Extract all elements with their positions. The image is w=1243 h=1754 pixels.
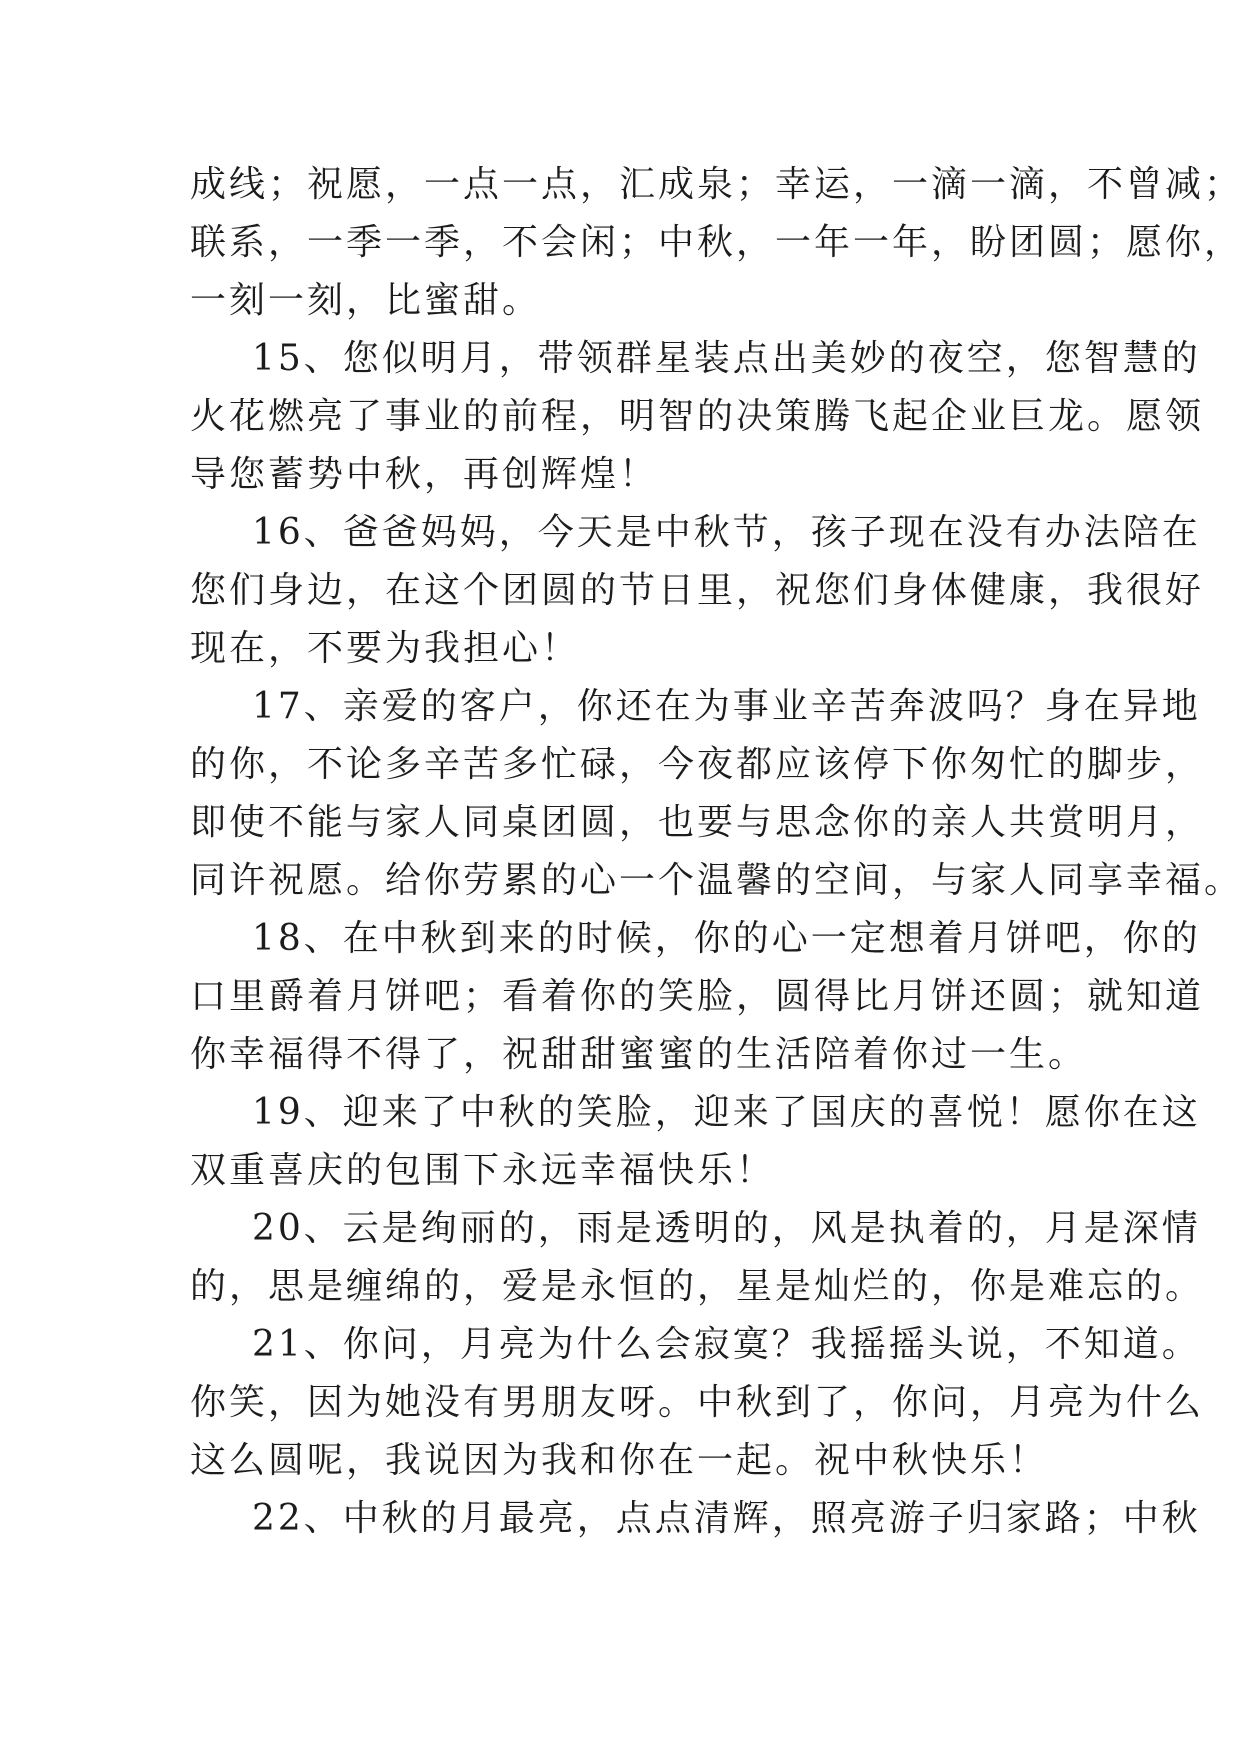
paragraph-17-line-continued: 的你，不论多辛苦多忙碌，今夜都应该停下你匆忙的脚步，	[190, 744, 1205, 785]
paragraph-21-line-start: 21、你问，月亮为什么会寂寞？我摇摇头说，不知道。	[252, 1324, 1201, 1365]
paragraph-21-line-end: 这么圆呢，我说因为我和你在一起。祝中秋快乐！	[190, 1440, 1049, 1481]
paragraph-21-line-continued: 你笑，因为她没有男朋友呀。中秋到了，你问，月亮为什么	[190, 1382, 1205, 1423]
paragraph-17-line-continued: 即使不能与家人同桌团圆，也要与思念你的亲人共赏明月，	[190, 802, 1205, 843]
paragraph-18-line-continued: 口里爵着月饼吧；看着你的笑脸，圆得比月饼还圆；就知道	[190, 976, 1205, 1017]
paragraph-14-line-end: 一刻一刻，比蜜甜。	[190, 280, 542, 321]
paragraph-15-line-end: 导您蓄势中秋，再创辉煌！	[190, 454, 659, 495]
paragraph-18-line-start: 18、在中秋到来的时候，你的心一定想着月饼吧，你的	[252, 918, 1201, 959]
paragraph-20-line-start: 20、云是绚丽的，雨是透明的，风是执着的，月是深情	[252, 1208, 1201, 1249]
paragraph-22-line-start: 22、中秋的月最亮，点点清辉，照亮游子归家路；中秋	[252, 1498, 1201, 1539]
paragraph-19-line-end: 双重喜庆的包围下永远幸福快乐！	[190, 1150, 776, 1191]
paragraph-19-line-start: 19、迎来了中秋的笑脸，迎来了国庆的喜悦！愿你在这	[252, 1092, 1201, 1133]
paragraph-16-line-continued: 您们身边，在这个团圆的节日里，祝您们身体健康，我很好	[190, 570, 1205, 611]
paragraph-16-line-end: 现在，不要为我担心！	[190, 628, 581, 669]
paragraph-14-line-continued: 成线；祝愿，一点一点，汇成泉；幸运，一滴一滴，不曾减；	[190, 164, 1243, 205]
paragraph-20-line-end: 的，思是缠绵的，爱是永恒的，星是灿烂的，你是难忘的。	[190, 1266, 1205, 1307]
paragraph-16-line-start: 16、爸爸妈妈，今天是中秋节，孩子现在没有办法陪在	[252, 512, 1201, 553]
paragraph-15-line-continued: 火花燃亮了事业的前程，明智的决策腾飞起企业巨龙。愿领	[190, 396, 1205, 437]
paragraph-15-line-start: 15、您似明月，带领群星装点出美妙的夜空，您智慧的	[252, 338, 1201, 379]
paragraph-17-line-end: 同许祝愿。给你劳累的心一个温馨的空间，与家人同享幸福。	[190, 860, 1243, 901]
paragraph-18-line-end: 你幸福得不得了，祝甜甜蜜蜜的生活陪着你过一生。	[190, 1034, 1088, 1075]
paragraph-14-line-continued: 联系，一季一季，不会闲；中秋，一年一年，盼团圆；愿你，	[190, 222, 1243, 263]
paragraph-17-line-start: 17、亲爱的客户，你还在为事业辛苦奔波吗？身在异地	[252, 686, 1201, 727]
